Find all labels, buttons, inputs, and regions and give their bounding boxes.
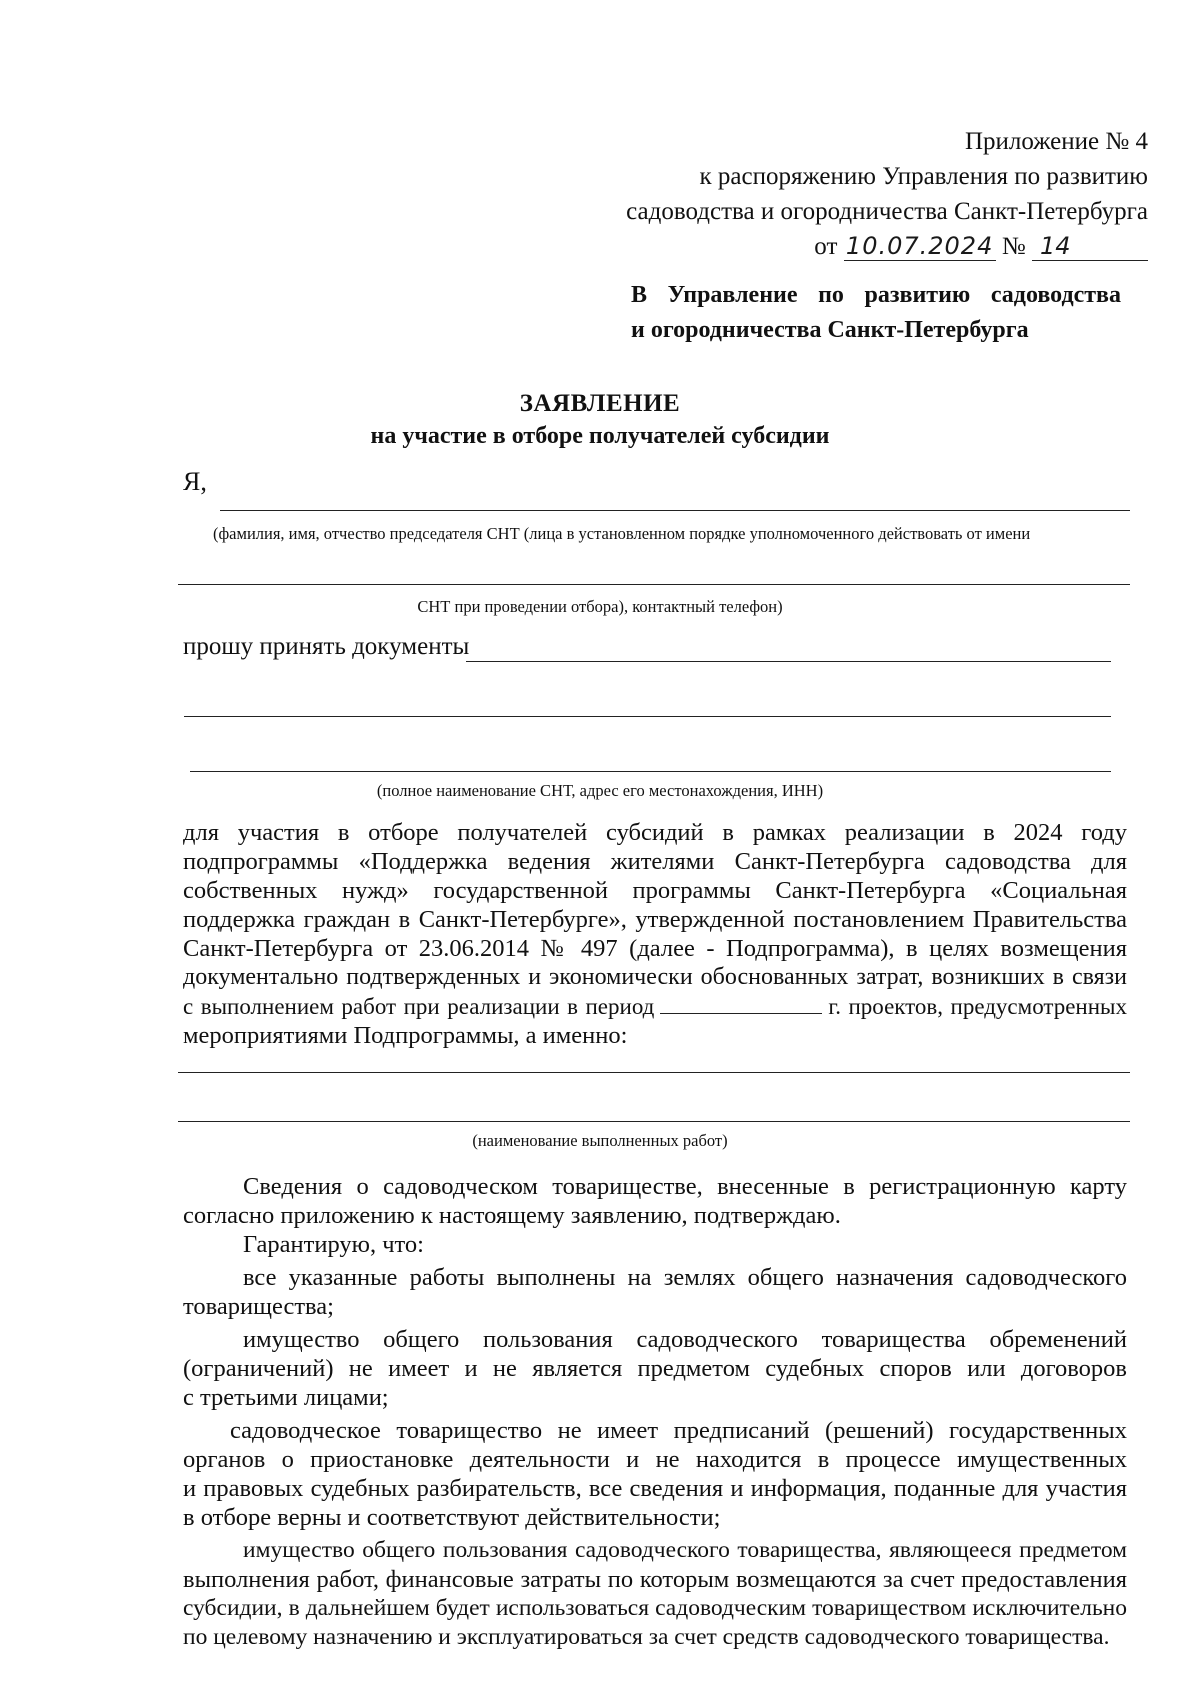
purpose-line: для участия в отборе получателей субсидий в рамках реализации в 2024 году <box>183 819 1127 846</box>
statements-section <box>183 1172 1127 1652</box>
purpose-line: поддержка граждан в Санкт-Петербурге», утвержденной постановлением Правительства <box>183 906 1127 933</box>
purpose-line: собственных нужд» государственной программы Санкт-Петербурга «Социальная <box>183 877 1127 904</box>
applicant-name-field-line[interactable] <box>220 510 1130 511</box>
addressee-line-2: и огородничества Санкт-Петербурга <box>631 317 1029 343</box>
works-caption: (наименование выполненных работ) <box>472 1131 728 1150</box>
applicant-caption-1: (фамилия, имя, отчество председателя СНТ (лица в установленном порядке уполномоченного действовать от имени <box>213 524 1031 543</box>
purpose-last-line: мероприятиями Подпрограммы, а именно: <box>183 1022 628 1049</box>
purpose-line: подпрограммы «Поддержка ведения жителями Санкт-Петербурга садоводства для <box>183 848 1127 875</box>
statement-p1-line: Сведения о садоводческом товариществе, внесенные в регистрационную карту <box>243 1173 1127 1200</box>
addressee-block <box>631 278 1121 348</box>
statement-p2-line: товарищества; <box>183 1293 334 1320</box>
appendix-order-line: к распоряжению Управления по развитию <box>699 163 1148 190</box>
number-prefix: № <box>1001 233 1026 260</box>
snt-name-field-line-3[interactable] <box>190 771 1111 772</box>
snt-name-field-line-1[interactable] <box>466 661 1111 662</box>
document-subtitle: на участие в отборе получателей субсидии <box>370 423 830 449</box>
snt-name-caption: (полное наименование СНТ, адрес его местонахождения, ИНН) <box>376 781 824 800</box>
statement-p5-line: имущество общего пользования садоводческого товарищества, являющееся предметом <box>243 1537 1127 1563</box>
statement-p4-line: органов о приостановке деятельности и не находится в процессе имущественных <box>183 1446 1127 1473</box>
statement-p1-line: согласно приложению к настоящему заявлению, подтверждаю. <box>183 1202 841 1229</box>
appendix-department-line: садоводства и огородничества Санкт-Петербурга <box>626 198 1148 225</box>
appendix-title: Приложение № 4 <box>964 128 1148 155</box>
handwritten-date: 10.07.2024 <box>844 232 996 261</box>
statement-p3-line: (ограничений) не имеет и не является предметом судебных споров или договоров <box>183 1355 1127 1382</box>
snt-name-field-line-2[interactable] <box>184 716 1111 717</box>
guarantee-heading: Гарантирую, что: <box>243 1231 424 1258</box>
applicant-prefix: Я, <box>183 467 207 496</box>
handwritten-number: 14 <box>1032 232 1148 261</box>
statement-p4-line: садоводческое товарищество не имеет предписаний (решений) государственных <box>230 1417 1127 1444</box>
purpose-period-line: с выполнением работ при реализации в период г. проектов, предусмотренных <box>183 994 1127 1019</box>
statement-p4-line: и правовых судебных разбирательств, все сведения и информация, поданные для участия <box>183 1475 1127 1502</box>
purpose-line: документально подтвержденных и экономически обоснованных затрат, возникших в связи <box>183 964 1127 990</box>
appendix-header <box>626 124 1148 264</box>
statement-p3-line: с третьими лицами; <box>183 1384 389 1411</box>
works-field-line-1[interactable] <box>178 1072 1130 1073</box>
works-field-line-2[interactable] <box>178 1121 1130 1122</box>
request-label: прошу принять документы <box>183 633 470 660</box>
statement-p2-line: все указанные работы выполнены на землях общего назначения садоводческого <box>243 1264 1127 1291</box>
date-prefix: от <box>814 233 838 260</box>
applicant-name-field-line-2[interactable] <box>178 584 1130 585</box>
statement-p5-line: по целевому назначению и эксплуатироваться за счет средств садоводческого товарищества. <box>183 1624 1110 1650</box>
period-field[interactable] <box>660 995 822 1014</box>
document-title: ЗАЯВЛЕНИЕ <box>519 390 681 417</box>
statement-p3-line: имущество общего пользования садоводческого товарищества обременений <box>243 1326 1127 1353</box>
addressee-line-1: В Управление по развитию садоводства <box>631 282 1121 308</box>
purpose-line: Санкт-Петербурга от 23.06.2014 № 497 (далее - Подпрограмма), в целях возмещения <box>183 935 1127 962</box>
applicant-caption-2: СНТ при проведении отбора), контактный телефон) <box>417 597 783 616</box>
purpose-paragraph <box>183 818 1127 1050</box>
statement-p5-line: выполнения работ, финансовые затраты по которым возмещаются за счет предоставления <box>183 1566 1127 1593</box>
statement-p4-line: в отборе верны и соответствуют действительности; <box>183 1504 721 1531</box>
statement-p5-line: субсидии, в дальнейшем будет использоваться садоводческим товариществом исключительно <box>183 1595 1127 1621</box>
appendix-date-line <box>626 229 1148 264</box>
